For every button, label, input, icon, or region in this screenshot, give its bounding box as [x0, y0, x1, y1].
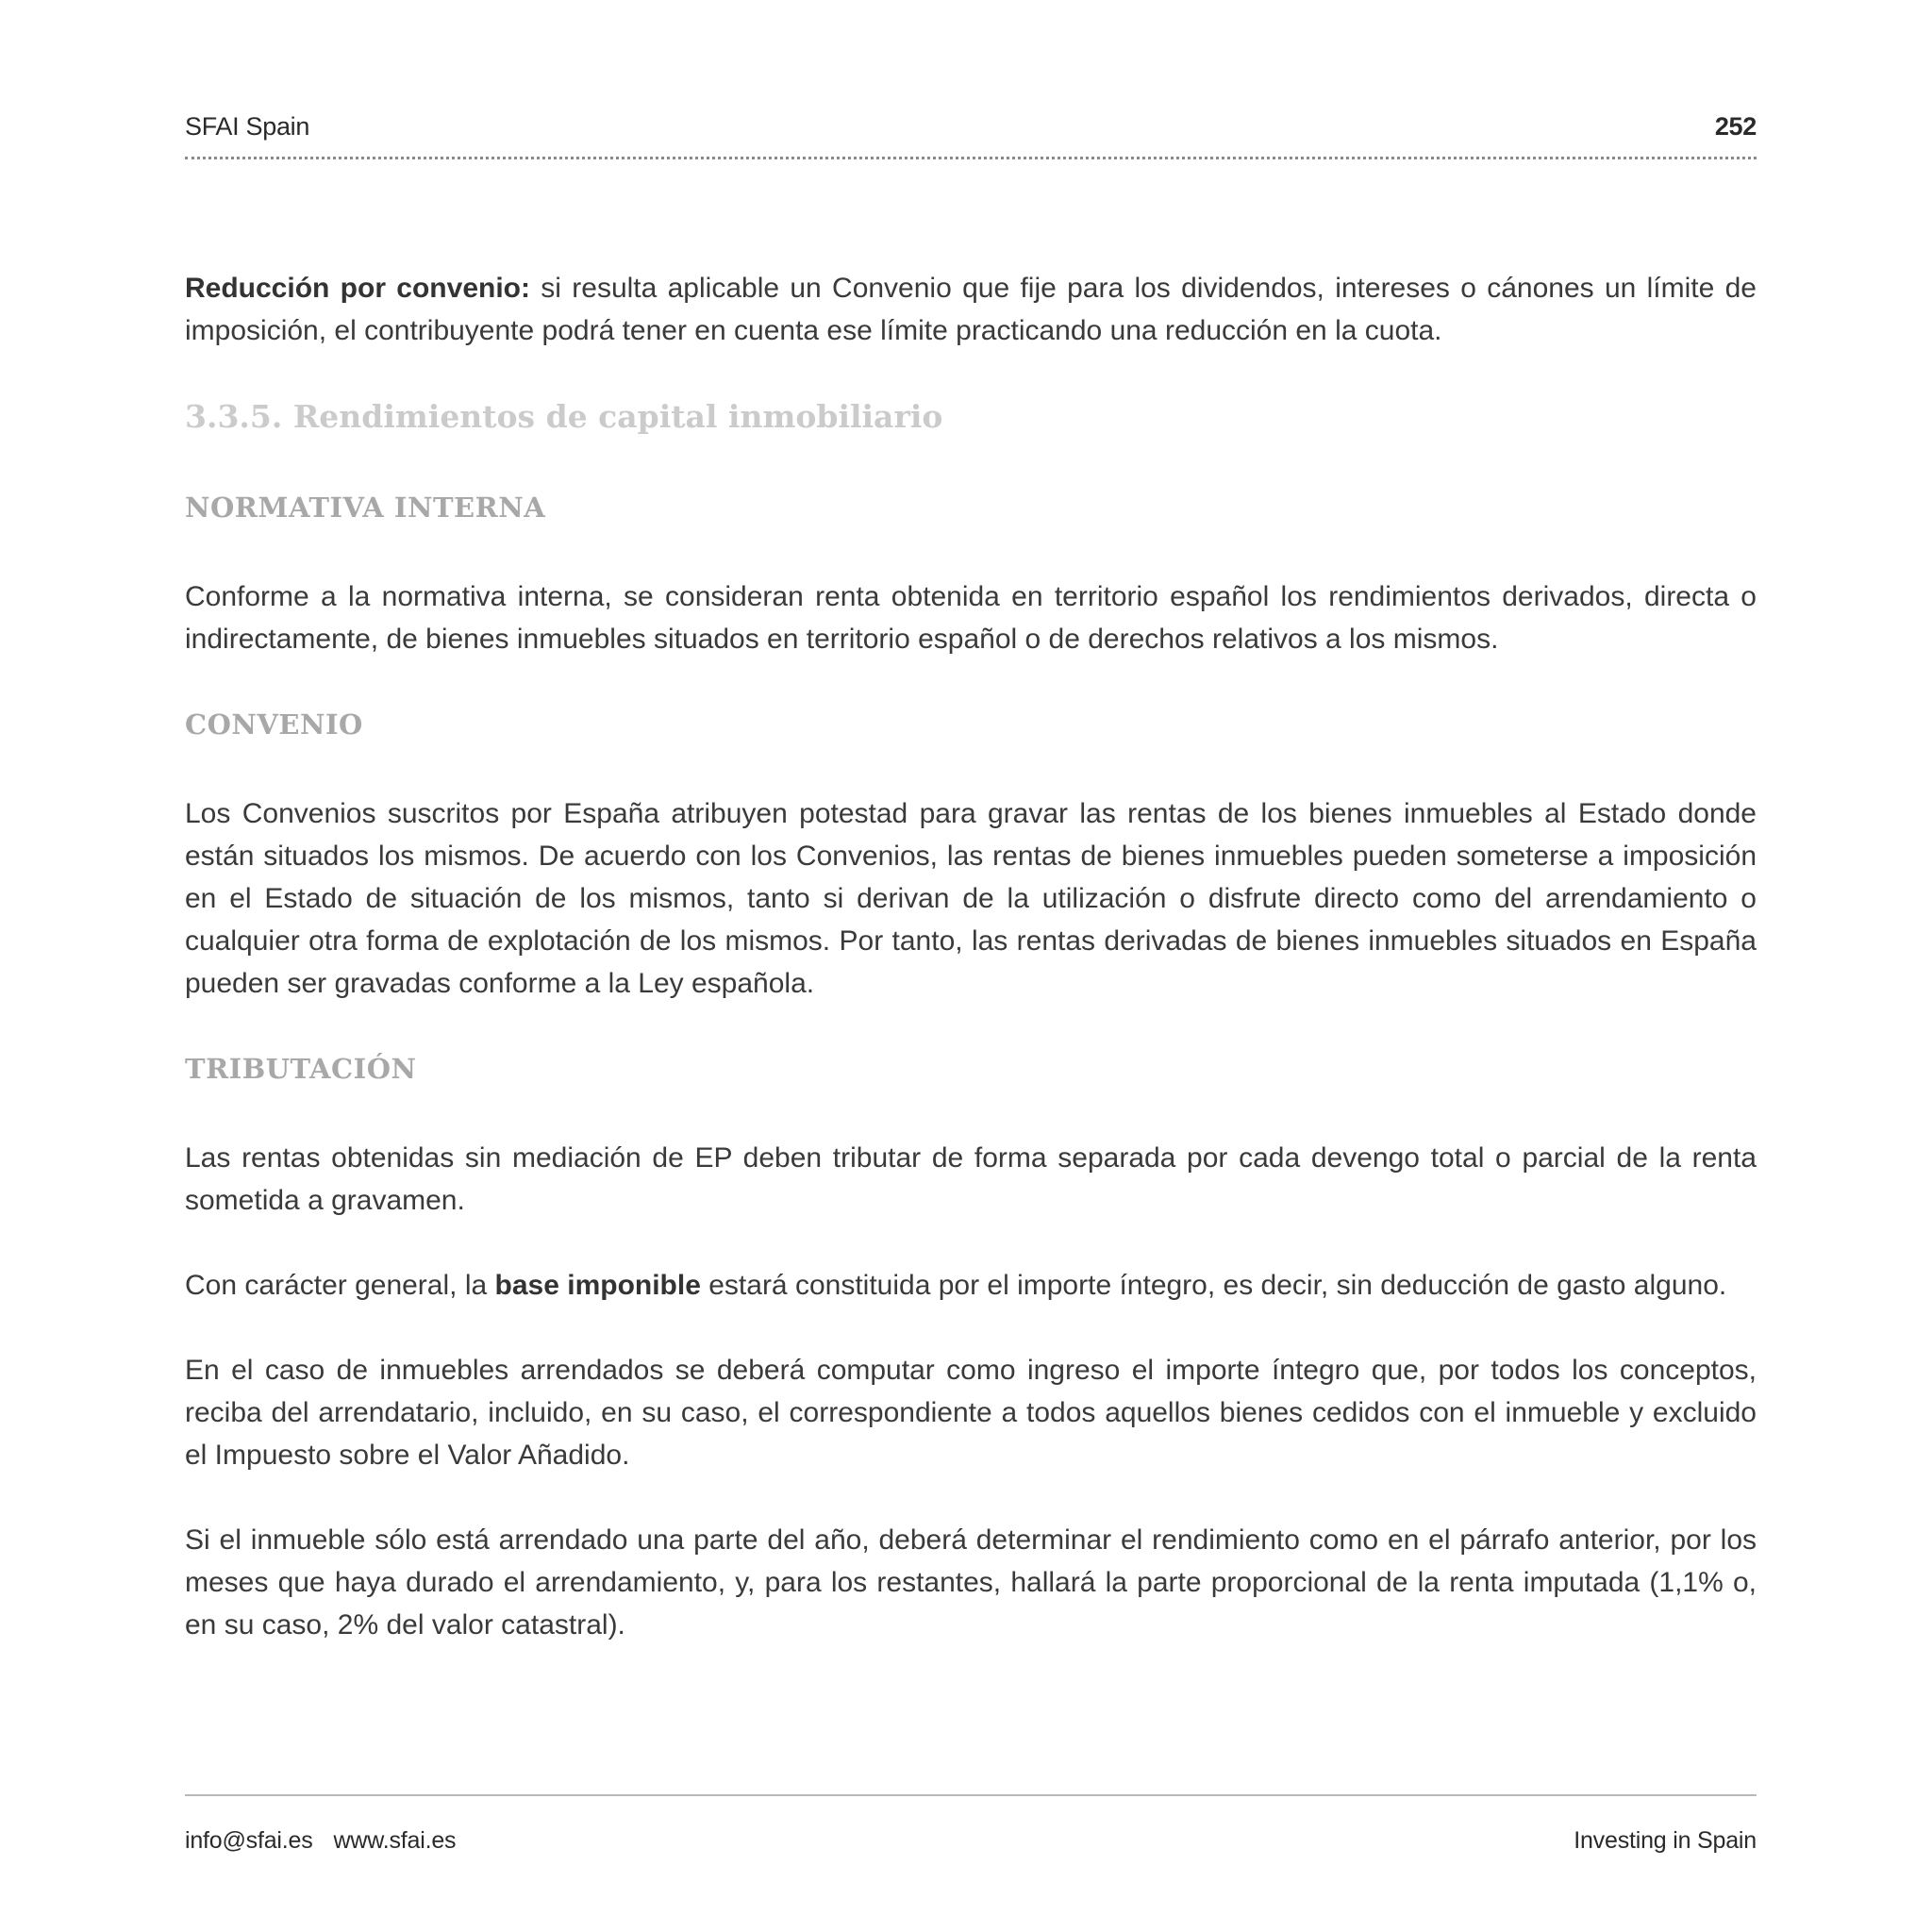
- subheading-normativa: NORMATIVA INTERNA: [185, 491, 546, 524]
- footer-divider: [185, 1794, 1757, 1796]
- tributacion-paragraph-2: [185, 1264, 1757, 1307]
- normativa-paragraph: Conforme a la normativa interna, se consideran renta obtenida en territorio español los rendimientos derivados, directa o indirectamente, de bienes inmuebles situados en territorio español o de derechos relativos a los mismos.: [185, 581, 1757, 655]
- intro-text: si resulta aplicable un Convenio que fije para los dividendos, intereses o cánones un límite de imposición, el contribuyente podrá tener en cuenta ese límite practicando una reducción en la cuota.: [185, 273, 1757, 346]
- page-footer: [185, 1824, 1757, 1857]
- page-header: [185, 108, 1757, 145]
- tributacion-paragraph-3: En el caso de inmuebles arrendados se deberá computar como ingreso el importe íntegro que, por todos los conceptos, reciba del arrendatario, incluido, en su caso, el correspondiente a todos aquellos bienes cedidos con el inmueble y excluido el Impuesto sobre el Valor Añadido.: [185, 1355, 1757, 1471]
- p2-text-after: estará constituida por el importe íntegro, es decir, sin deducción de gasto alguno.: [700, 1270, 1727, 1301]
- convenio-paragraph: Los Convenios suscritos por España atribuyen potestad para gravar las rentas de los bienes inmuebles al Estado donde están situados los mismos. De acuerdo con los Convenios, las rentas de bienes inmuebles pueden someterse a imposición en el Estado de situación de los mismos, tanto si derivan de la utilización o disfrute directo como del arrendamiento o cualquier otra forma de explotación de los mismos. Por tanto, las rentas derivadas de bienes inmuebles situados en España pueden ser gravadas conforme a la Ley española.: [185, 798, 1757, 999]
- tributacion-paragraph-1: Las rentas obtenidas sin mediación de EP deben tributar de forma separada por cada devengo total o parcial de la renta sometida a gravamen.: [185, 1142, 1757, 1216]
- section-title: 3.3.5. Rendimientos de capital inmobiliario: [185, 398, 943, 435]
- header-brand: SFAI Spain: [185, 111, 310, 141]
- subheading-convenio: CONVENIO: [185, 708, 363, 741]
- document-page: [185, 0, 1757, 1932]
- footer-publication: Investing in Spain: [1574, 1826, 1757, 1854]
- footer-email-link[interactable]: info@sfai.es: [185, 1826, 313, 1854]
- subheading-tributacion: TRIBUTACIÓN: [185, 1053, 417, 1085]
- footer-contact: [185, 1827, 456, 1855]
- intro-bold-label: Reducción por convenio:: [185, 273, 530, 304]
- p2-text-before: Con carácter general, la: [185, 1270, 495, 1301]
- base-imponible-bold: base imponible: [494, 1270, 701, 1301]
- page-content: [185, 267, 1757, 1646]
- header-dotted-divider: [185, 157, 1757, 159]
- footer-website-link[interactable]: www.sfai.es: [333, 1826, 457, 1854]
- intro-paragraph: [185, 267, 1757, 352]
- tributacion-paragraph-4: Si el inmueble sólo está arrendado una parte del año, deberá determinar el rendimiento como en el párrafo anterior, por los meses que haya durado el arrendamiento, y, para los restantes, hallará la parte proporcional de la renta imputada (1,1% o, en su caso, 2% del valor catastral).: [185, 1524, 1757, 1641]
- page-number: 252: [1714, 111, 1757, 141]
